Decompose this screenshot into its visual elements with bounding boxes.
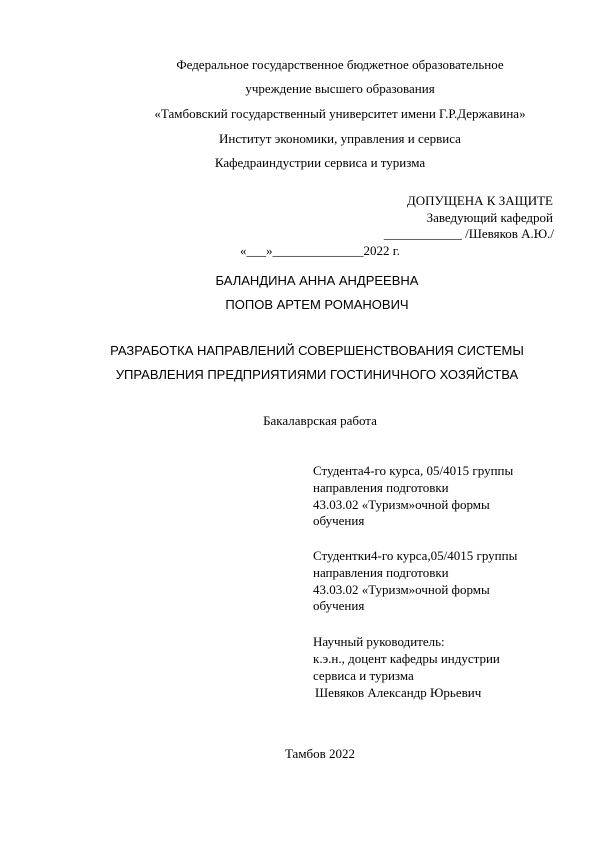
student2-line-1: Студентки4-го курса,05/4015 группы — [313, 548, 518, 563]
approval-title: ДОПУЩЕНА К ЗАЩИТЕ — [406, 193, 553, 208]
header-line-university: «Тамбовский государственный университет имени Г.Р.Державина» — [154, 106, 526, 121]
approval-position: Заведующий кафедрой — [426, 210, 553, 225]
header-line-federal: Федеральное государственное бюджетное образовательное — [176, 57, 504, 72]
student2-line-3: 43.03.02 «Туризм»очной формы — [313, 582, 490, 597]
work-type: Бакалаврская работа — [263, 413, 377, 428]
header-line-department: Кафедраиндустрии сервиса и туризма — [214, 155, 426, 170]
student2-line-2: направления подготовки — [313, 565, 449, 580]
approval-signature: ____________ /Шевяков А.Ю./ — [383, 226, 554, 241]
supervisor-line-4: Шевяков Александр Юрьевич — [315, 685, 482, 700]
student1-line-2: направления подготовки — [313, 480, 449, 495]
thesis-title-line-2: УПРАВЛЕНИЯ ПРЕДПРИЯТИЯМИ ГОСТИНИЧНОГО ХОЗЯЙСТВА — [115, 367, 519, 382]
student2-line-4: обучения — [313, 598, 365, 613]
author-name-2: ПОПОВ АРТЕМ РОМАНОВИЧ — [225, 297, 409, 312]
header-line-institute: Институт экономики, управления и сервиса — [219, 131, 461, 146]
supervisor-line-3: сервиса и туризма — [313, 668, 414, 683]
header-line-institution: учреждение высшего образования — [245, 81, 435, 96]
footer-city-year: Тамбов 2022 — [284, 746, 356, 761]
student1-line-4: обучения — [313, 513, 365, 528]
student1-line-1: Студента4-го курса, 05/4015 группы — [313, 463, 514, 478]
thesis-title-line-1: РАЗРАБОТКА НАПРАВЛЕНИЙ СОВЕРШЕНСТВОВАНИЯ СИСТЕМЫ — [110, 343, 524, 358]
supervisor-line-1: Научный руководитель: — [313, 634, 445, 649]
student1-line-3: 43.03.02 «Туризм»очной формы — [313, 497, 490, 512]
approval-date: «___»______________2022 г. — [240, 243, 400, 258]
supervisor-line-2: к.э.н., доцент кафедры индустрии — [313, 651, 500, 666]
author-name-1: БАЛАНДИНА АННА АНДРЕЕВНА — [215, 273, 419, 288]
